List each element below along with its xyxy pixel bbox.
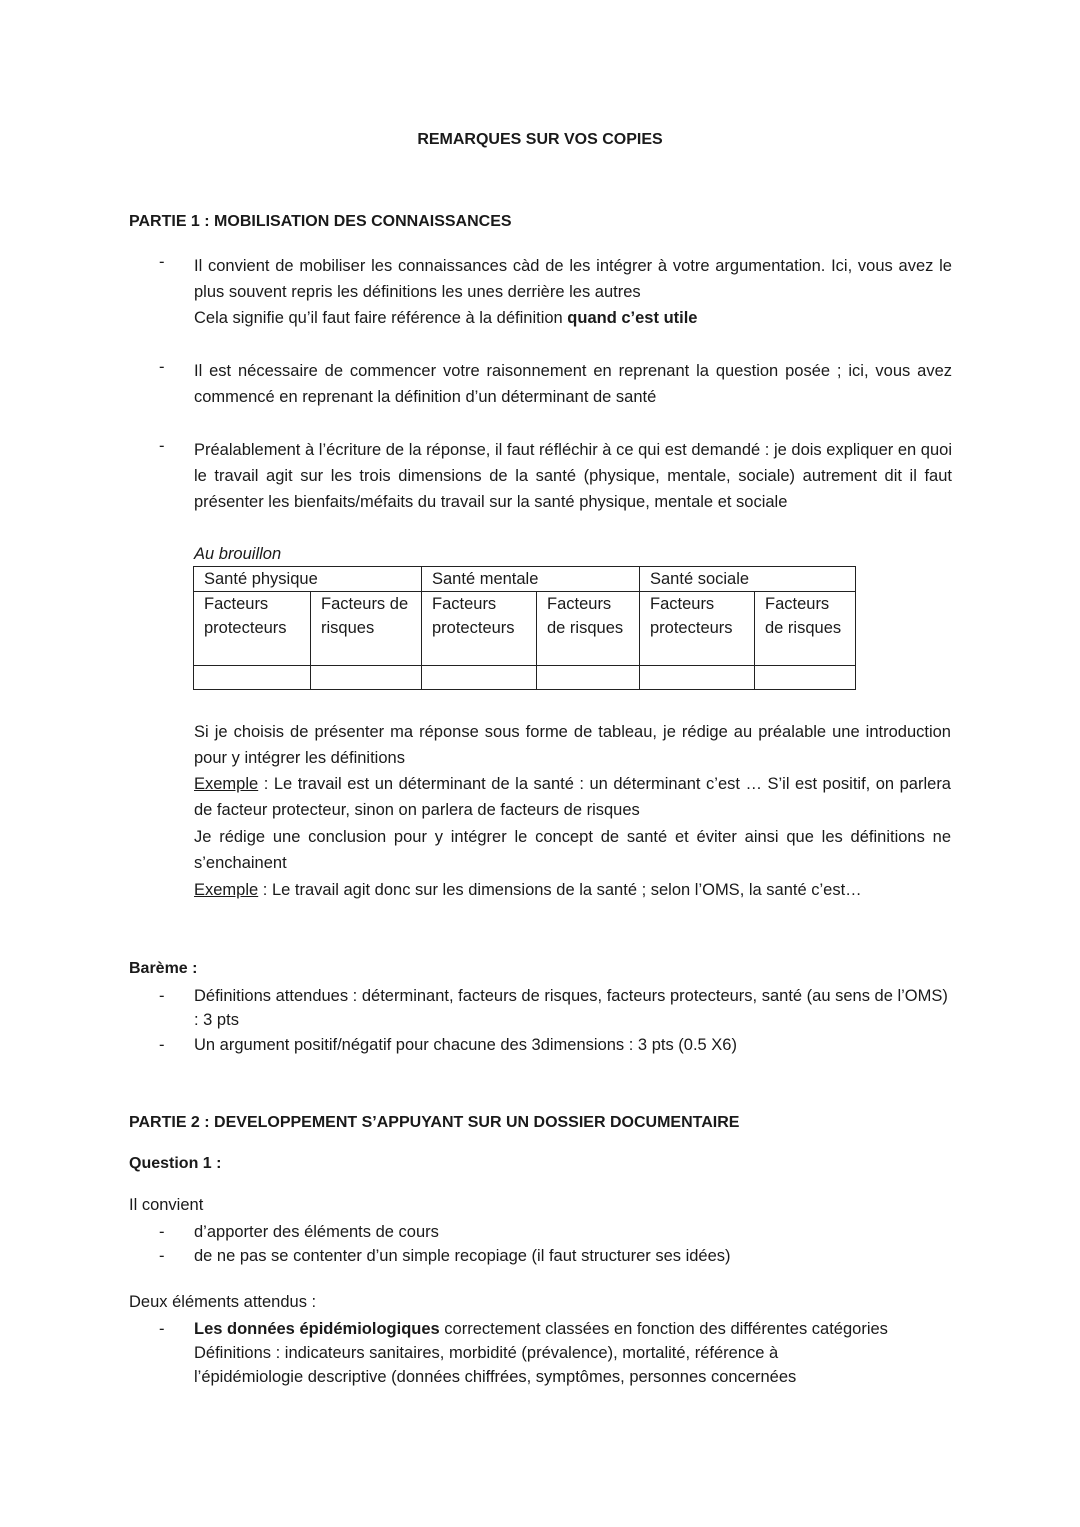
convient-item1: d’apporter des éléments de cours xyxy=(194,1223,439,1241)
convient-label: Il convient xyxy=(129,1196,204,1214)
deux-label: Deux éléments attendus : xyxy=(129,1293,317,1311)
list-item xyxy=(159,1317,952,1389)
list-item xyxy=(159,1033,952,1057)
example-label: Exemple xyxy=(194,881,259,899)
item1-text: Il convient de mobiliser les connaissances càd de les intégrer à votre argumentation. Ici, vous avez le plus souvent repris les définitions les unes derrière les autres xyxy=(194,257,952,301)
partie2-heading: PARTIE 2 : DEVELOPPEMENT S’APPUYANT SUR UN DOSSIER DOCUMENTAIRE xyxy=(129,1114,740,1131)
bullet-dash: - xyxy=(159,1223,165,1241)
bareme-item1: Définitions attendues : déterminant, facteurs de risques, facteurs protecteurs, santé (au sens de l’OMS) : 3 pts xyxy=(194,987,948,1029)
partie1-heading: PARTIE 1 : MOBILISATION DES CONNAISSANCES xyxy=(129,213,512,230)
header-sante-physique: Santé physique xyxy=(194,567,422,592)
cell-facteurs-risques: Facteurs de risques xyxy=(755,592,856,666)
example-1-text: : Le travail est un déterminant de la santé : un déterminant c’est … S’il est positif, on parlera de facteur protecteur, sinon on parlera de facteurs de risques xyxy=(194,775,951,819)
brouillon-label: Au brouillon xyxy=(194,545,282,563)
empty-cell xyxy=(537,666,640,690)
item-text xyxy=(194,253,952,331)
page-title: REMARQUES SUR VOS COPIES xyxy=(417,131,663,148)
item2-text: Il est nécessaire de commencer votre raisonnement en reprenant la question posée ; ici, vous avez commencé en reprenant la définition d’un déterminant de santé xyxy=(194,362,952,406)
empty-cell xyxy=(422,666,537,690)
bareme-item2: Un argument positif/négatif pour chacune des 3dimensions : 3 pts (0.5 X6) xyxy=(194,1036,737,1054)
draft-table xyxy=(193,566,856,690)
donnees-line2: Définitions : indicateurs sanitaires, morbidité (prévalence), mortalité, référence à l’épidémiologie descriptive (données chiffrées, symptômes, personnes concernées xyxy=(194,1344,797,1386)
question-heading: Question 1 : xyxy=(129,1155,222,1172)
cell-facteurs-protecteurs: Facteurs protecteurs xyxy=(422,592,537,666)
bullet-dash: - xyxy=(159,437,165,455)
bullet-dash: - xyxy=(159,358,165,376)
list-item xyxy=(159,437,952,515)
cell-facteurs-risques: Facteurs de risques xyxy=(537,592,640,666)
list-item xyxy=(159,1220,952,1244)
bullet-dash: - xyxy=(159,1247,165,1265)
convient-item2: de ne pas se contenter d’un simple recopiage (il faut structurer ses idées) xyxy=(194,1247,731,1265)
bullet-dash: - xyxy=(159,253,165,271)
empty-cell xyxy=(640,666,755,690)
list-item xyxy=(159,984,952,1032)
donnees-item xyxy=(194,1317,952,1389)
example-2 xyxy=(194,877,951,903)
item3-text: Préalablement à l’écriture de la réponse, il faut réfléchir à ce qui est demandé : je dois expliquer en quoi le travail agit sur les trois dimensions de la santé (physique, mentale, sociale) autrement dit il faut présenter les bienfaits/méfaits du travail sur la santé physique, mentale et sociale xyxy=(194,441,952,511)
list-item xyxy=(159,358,952,410)
cell-facteurs-risques: Facteurs de risques xyxy=(311,592,422,666)
bullet-dash: - xyxy=(159,987,165,1005)
donnees-line1 xyxy=(194,1317,952,1341)
item1-line2-text: Cela signifie qu’il faut faire référence à la définition xyxy=(194,309,568,327)
list-item xyxy=(159,1244,952,1268)
donnees-rest: correctement classées en fonction des différentes catégories xyxy=(439,1320,888,1338)
example-1 xyxy=(194,771,951,823)
empty-cell xyxy=(755,666,856,690)
bullet-dash: - xyxy=(159,1320,165,1338)
empty-cell xyxy=(311,666,422,690)
header-sante-sociale: Santé sociale xyxy=(640,567,856,592)
bullet-dash: - xyxy=(159,1036,165,1054)
para-conclusion: Je rédige une conclusion pour y intégrer le concept de santé et éviter ainsi que les définitions ne s’enchainent xyxy=(194,828,951,872)
empty-cell xyxy=(194,666,311,690)
list-item xyxy=(159,253,952,331)
bareme-heading: Barème : xyxy=(129,960,198,977)
cell-facteurs-protecteurs: Facteurs protecteurs xyxy=(194,592,311,666)
donnees-bold: Les données épidémiologiques xyxy=(194,1320,440,1338)
item1-line2 xyxy=(194,305,952,331)
cell-facteurs-protecteurs: Facteurs protecteurs xyxy=(640,592,755,666)
example-label: Exemple xyxy=(194,775,259,793)
example-2-text: : Le travail agit donc sur les dimensions de la santé ; selon l’OMS, la santé c’est… xyxy=(258,881,862,899)
item1-bold: quand c’est utile xyxy=(567,309,698,327)
para-tableau: Si je choisis de présenter ma réponse sous forme de tableau, je rédige au préalable une introduction pour y intégrer les définitions xyxy=(194,723,951,767)
header-sante-mentale: Santé mentale xyxy=(422,567,640,592)
